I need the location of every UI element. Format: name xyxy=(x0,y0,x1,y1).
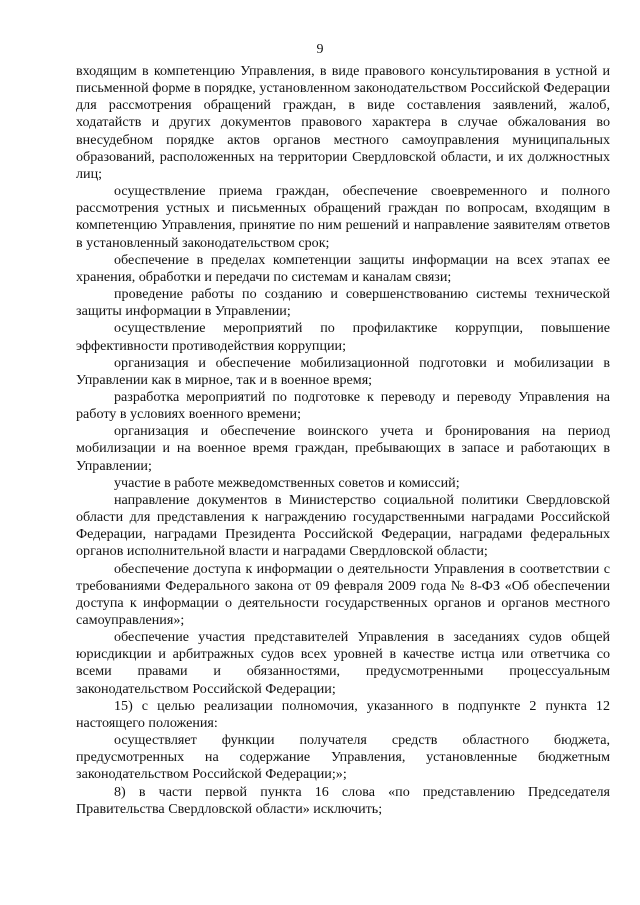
paragraph-anti-corruption: осуществление мероприятий по профилактике коррупции, повышение эффективности противодействия коррупции; xyxy=(76,320,610,354)
page-number: 9 xyxy=(316,42,324,57)
paragraph-item-8: 8) в части первой пункта 16 слова «по представлению Председателя Правительства Свердловской области» исключить; xyxy=(76,783,610,817)
paragraph-technical-protection: проведение работы по созданию и совершенствованию системы технической защиты информации в Управлении; xyxy=(76,286,610,320)
paragraph-military-registration: организация и обеспечение воинского учета и бронирования на период мобилизации и на военное время граждан, пребывающих в запасе и работающих в Управлении; xyxy=(76,423,610,474)
paragraph-information-access: обеспечение доступа к информации о деятельности Управления в соответствии с требованиями Федерального закона от 09 февраля 2009 года № 8-ФЗ «Об обеспечении доступа к информации о деятельности государственных органов и органов местного самоуправления»; xyxy=(76,560,610,628)
paragraph-wartime-transfer: разработка мероприятий по подготовке к переводу и переводу Управления на работу в условиях военного времени; xyxy=(76,388,610,423)
paragraph-citizen-reception: осуществление приема граждан, обеспечение своевременного и полного рассмотрения устных и письменных обращений граждан по вопросам, входящим в компетенцию Управления, принятие по ним решений и направление заявителям ответов в установленный законодательством срок; xyxy=(76,183,610,251)
paragraph-item-15: 15) с целью реализации полномочия, указанного в подпункте 2 пункта 12 настоящего положения: xyxy=(76,697,610,731)
paragraph-information-protection: обеспечение в пределах компетенции защиты информации на всех этапах ее хранения, обработки и передачи по системам и каналам связи; xyxy=(76,251,610,285)
paragraph-interagency-councils: участие в работе межведомственных советов и комиссий; xyxy=(114,474,460,491)
paragraph-legal-consulting: входящим в компетенцию Управления, в виде правового консультирования в устной и письменной форме в порядке, установленном законодательством Российской Федерации для рассмотрения обращений граждан, в виде составления заявлений, жалоб, ходатайств и других документов правового характера в случае обжалования во внесудебном порядке актов органов местного самоуправления муниципальных образований, расположенных на территории Свердловской области, и их должностных лиц; xyxy=(76,63,610,182)
document-body xyxy=(76,63,610,818)
paragraph-court-participation: обеспечение участия представителей Управления в заседаниях судов общей юрисдикции и арбитражных судов всех уровней в качестве истца или ответчика со всеми правами и обязанностями, предусмотренными процессуальным законодательством Российской Федерации; xyxy=(76,629,610,697)
paragraph-mobilization-preparation: организация и обеспечение мобилизационной подготовки и мобилизации в Управлении как в мирное, так и в военное время; xyxy=(76,354,610,388)
paragraph-budget-recipient: осуществляет функции получателя средств областного бюджета, предусмотренных на содержание Управления, установленные бюджетным законодательством Российской Федерации;»; xyxy=(76,732,610,783)
paragraph-awards-submission: направление документов в Министерство социальной политики Свердловской области для представления к награждению государственными наградами Российской Федерации, наградами Президента Российской Федерации, наградами федеральных органов исполнительной власти и наградами Свердловской области; xyxy=(76,491,610,560)
